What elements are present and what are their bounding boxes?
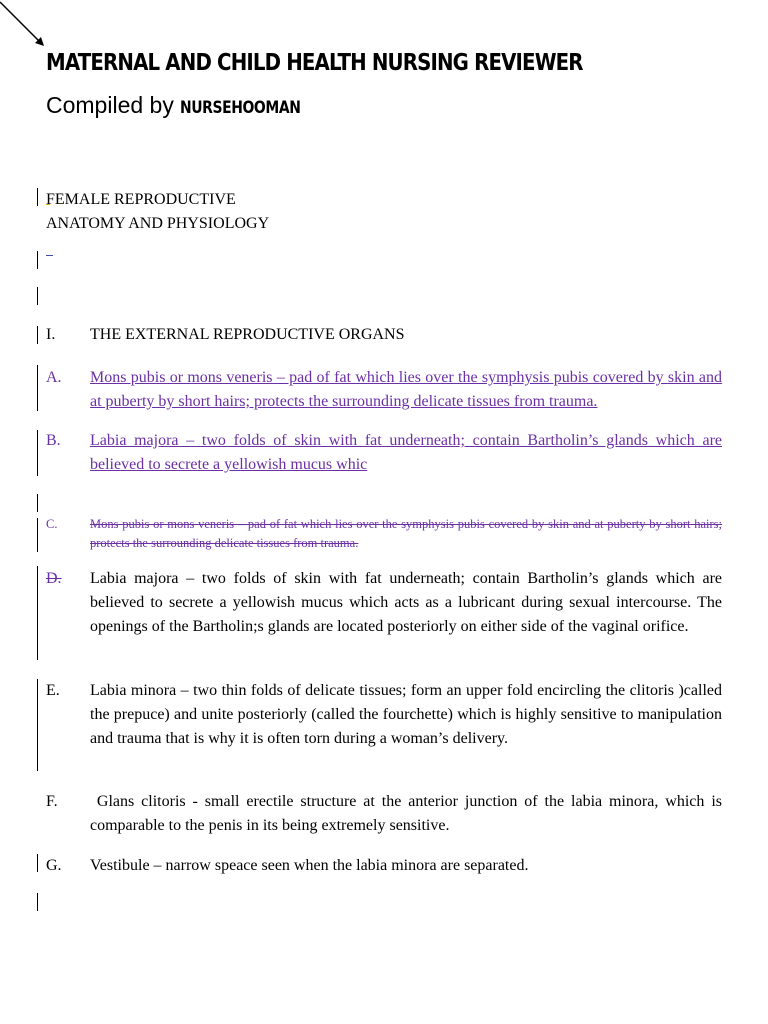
item-label: B. [46, 432, 61, 449]
part-number: I. [46, 326, 56, 343]
change-bar [37, 566, 38, 660]
change-bar [37, 518, 38, 552]
item-text: Labia majora – two folds of skin with fat underneath; contain Bartholin’s glands which are believed to secrete a yellowish mucus whic [90, 432, 722, 473]
section-heading [46, 188, 269, 236]
part-title: THE EXTERNAL REPRODUCTIVE ORGANS [90, 326, 405, 343]
list-item-deleted [46, 515, 722, 553]
item-text: Mons pubis or mons veneris – pad of fat which lies over the symphysis pubis covered by skin and at puberty by short hairs; protects the surrounding delicate tissues from trauma. [90, 369, 722, 410]
change-bar [37, 251, 38, 269]
change-bar [37, 430, 38, 476]
insertion-mark [46, 254, 53, 256]
change-bar [37, 893, 38, 911]
list-item [46, 854, 722, 878]
compiled-by-label: Compiled by [46, 92, 174, 118]
item-text: Glans clitoris - small erectile structure at the anterior junction of the labia minora, which is comparable to the penis in its being extremely sensitive. [90, 793, 722, 834]
change-bar [37, 854, 38, 872]
item-label: F. [46, 793, 58, 810]
item-label: D. [46, 570, 62, 587]
page-title: MATERNAL AND CHILD HEALTH NURSING REVIEWER [46, 50, 583, 76]
item-text: Vestibule – narrow speace seen when the labia minora are separated. [90, 857, 529, 874]
part-heading [46, 326, 405, 344]
list-item [46, 790, 722, 838]
change-bar [37, 365, 38, 411]
arrow-icon [0, 0, 50, 52]
item-text: Labia majora – two folds of skin with fat underneath; contain Bartholin’s glands which are believed to secrete a yellowish mucus which acts as a lubricant during sexual intercourse. The openings of the Bartholin;s glands are located posteriorly on either side of the vaginal orifice. [90, 570, 722, 635]
list-item [46, 366, 722, 414]
item-label: C. [46, 517, 58, 531]
item-text: Mons pubis or mons veneris – pad of fat which lies over the symphysis pubis covered by skin and at puberty by short hairs; protects the surrounding delicate tissues from trauma. [90, 517, 722, 550]
change-bar [37, 679, 38, 771]
list-item [46, 679, 722, 751]
item-text: Labia minora – two thin folds of delicate tissues; form an upper fold encircling the clitoris )called the prepuce) and unite posteriorly (called the fourchette) which is highly sensitive to manipulation and trauma that is why it is often torn during a woman’s delivery. [90, 682, 722, 747]
change-bar [37, 326, 38, 344]
section-heading-line-1: FEMALE REPRODUCTIVE [46, 191, 236, 208]
item-label: A. [46, 369, 62, 386]
item-label: E. [46, 682, 60, 699]
author-name: NURSEHOOMAN [179, 98, 301, 118]
change-bar [37, 287, 38, 305]
list-item [46, 429, 722, 477]
item-label: G. [46, 857, 62, 874]
list-item [46, 567, 722, 639]
section-heading-line-2: ANATOMY AND PHYSIOLOGY [46, 215, 270, 232]
compiled-by-line [46, 92, 327, 119]
change-bar [37, 494, 38, 512]
change-bar [37, 188, 38, 206]
